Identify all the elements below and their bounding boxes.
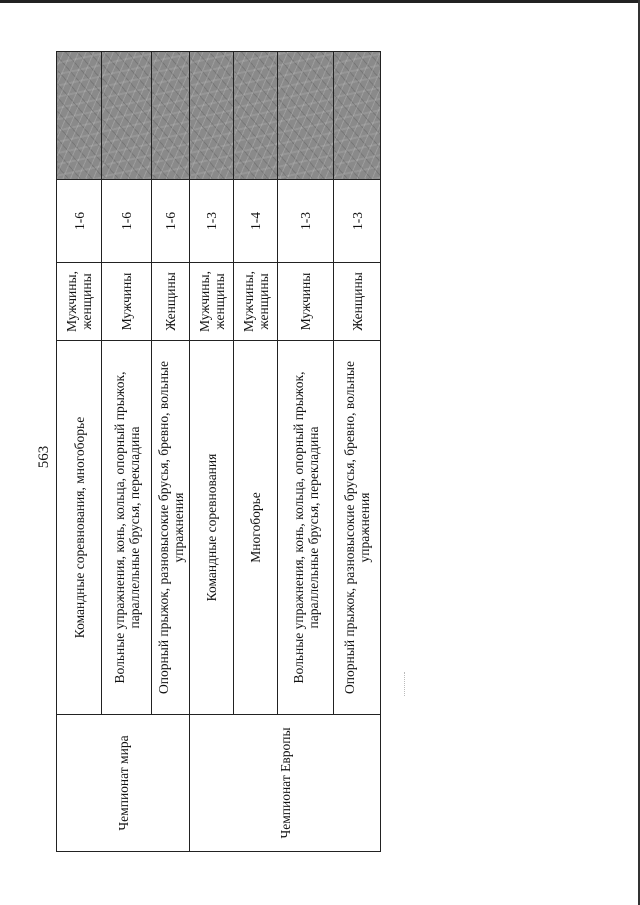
competition-table bbox=[56, 51, 381, 852]
places-cell: 1-6 bbox=[152, 180, 190, 263]
shaded-cell bbox=[57, 52, 102, 180]
gender-cell: Мужчины, женщины bbox=[234, 263, 278, 341]
shaded-cell bbox=[102, 52, 152, 180]
shaded-cell bbox=[334, 52, 381, 180]
page-number: 563 bbox=[36, 445, 52, 469]
scan-artifact bbox=[404, 672, 407, 696]
gender-cell: Мужчины bbox=[278, 263, 334, 341]
places-cell: 1-6 bbox=[102, 180, 152, 263]
gender-cell: Мужчины, женщины bbox=[57, 263, 102, 341]
event-cell: Командные соревнования bbox=[190, 341, 234, 715]
event-cell: Многоборье bbox=[234, 341, 278, 715]
table-row bbox=[57, 52, 102, 852]
championship-cell: Чемпионат мира bbox=[57, 715, 190, 852]
places-cell: 1-6 bbox=[57, 180, 102, 263]
gender-cell: Мужчины, женщины bbox=[190, 263, 234, 341]
places-cell: 1-3 bbox=[278, 180, 334, 263]
scan-top-edge bbox=[0, 0, 640, 3]
table-row bbox=[190, 52, 234, 852]
places-cell: 1-3 bbox=[334, 180, 381, 263]
shaded-cell bbox=[234, 52, 278, 180]
places-cell: 1-4 bbox=[234, 180, 278, 263]
places-cell: 1-3 bbox=[190, 180, 234, 263]
shaded-cell bbox=[190, 52, 234, 180]
rotated-table-wrapper bbox=[56, 52, 380, 852]
gender-cell: Женщины bbox=[152, 263, 190, 341]
gender-cell: Женщины bbox=[334, 263, 381, 341]
shaded-cell bbox=[152, 52, 190, 180]
event-cell: Вольные упражнения, конь, кольца, опорный прыжок, параллельные брусья, перекладина bbox=[102, 341, 152, 715]
gender-cell: Мужчины bbox=[102, 263, 152, 341]
shaded-cell bbox=[278, 52, 334, 180]
event-cell: Командные соревнования, многоборье bbox=[57, 341, 102, 715]
event-cell: Вольные упражнения, конь, кольца, опорный прыжок, параллельные брусья, перекладина bbox=[278, 341, 334, 715]
event-cell: Опорный прыжок, разновысокие брусья, бревно, вольные упражнения bbox=[334, 341, 381, 715]
event-cell: Опорный прыжок, разновысокие брусья, бревно, вольные упражнения bbox=[152, 341, 190, 715]
championship-cell: Чемпионат Европы bbox=[190, 715, 381, 852]
